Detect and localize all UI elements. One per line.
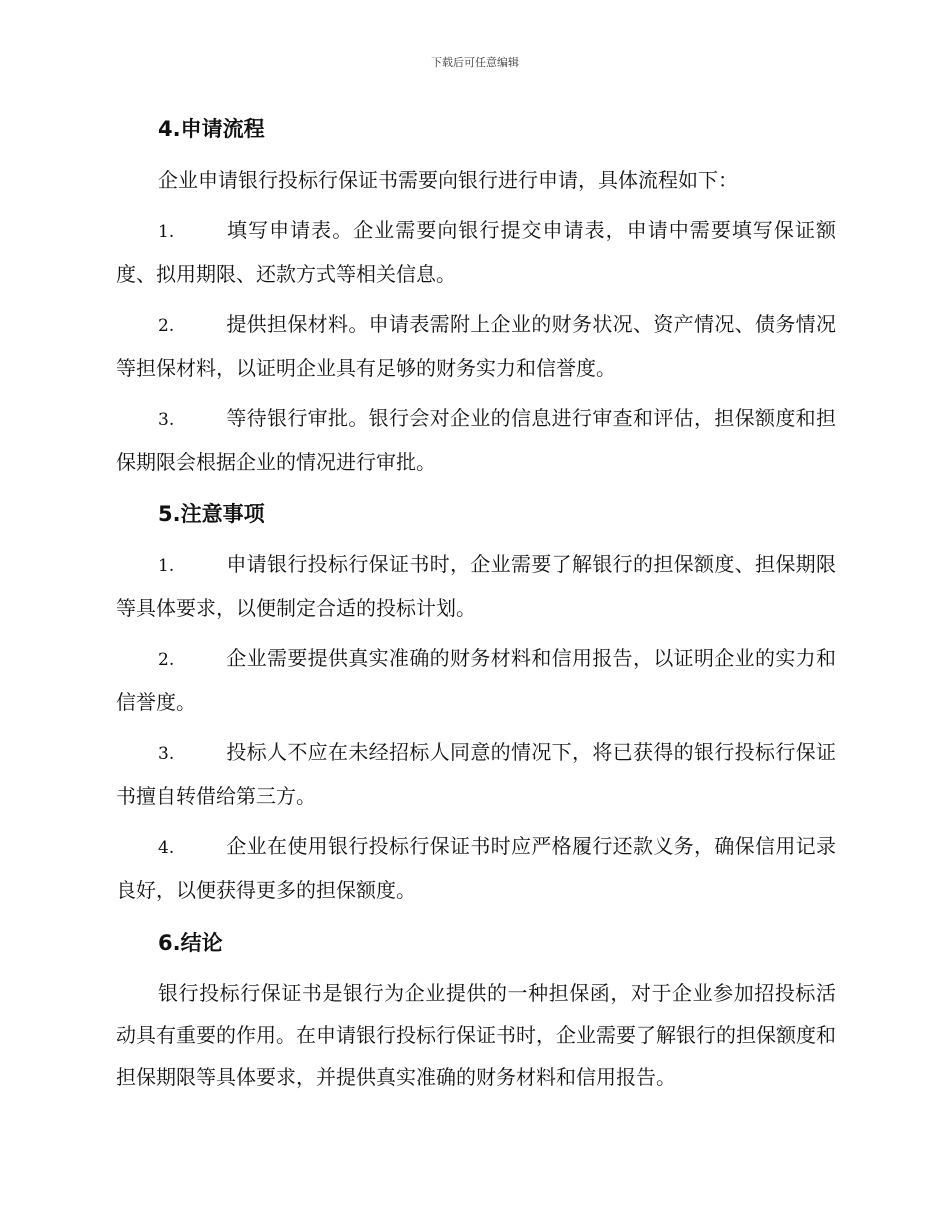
section-heading-6: 6.结论 bbox=[158, 931, 223, 955]
list-item-text: 填写申请表。企业需要向银行提交申请表，申请中需要填写保证额度、拟用期限、还款方式等相关信息。 bbox=[116, 218, 836, 286]
list-item bbox=[116, 825, 836, 911]
list-item-number: 3. bbox=[158, 410, 175, 430]
list-item-number: 3. bbox=[158, 744, 175, 764]
list-item-text: 等待银行审批。银行会对企业的信息进行审查和评估，担保额度和担保期限会根据企业的情况进行审批。 bbox=[116, 406, 836, 474]
list-item-number: 2. bbox=[158, 650, 175, 670]
list-item-number: 4. bbox=[158, 838, 175, 858]
list-item bbox=[116, 543, 836, 629]
list-item bbox=[116, 303, 836, 389]
list-item-text: 提供担保材料。申请表需附上企业的财务状况、资产情况、债务情况等担保材料，以证明企业具有足够的财务实力和信誉度。 bbox=[116, 312, 836, 380]
section-heading-5: 5.注意事项 bbox=[158, 502, 265, 526]
list-item bbox=[116, 397, 836, 483]
list-item-text: 企业在使用银行投标行保证书时应严格履行还款义务，确保信用记录良好，以便获得更多的担保额度。 bbox=[116, 834, 836, 902]
section-6-body: 银行投标行保证书是银行为企业提供的一种担保函，对于企业参加招投标活动具有重要的作用。在申请银行投标行保证书时，企业需要了解银行的担保额度和担保期限等具体要求，并提供真实准确的财务材料和信用报告。 bbox=[116, 981, 836, 1089]
list-item-text: 申请银行投标行保证书时，企业需要了解银行的担保额度、担保期限等具体要求，以便制定合适的投标计划。 bbox=[116, 552, 836, 620]
list-item-number: 1. bbox=[158, 556, 175, 576]
list-item-text: 投标人不应在未经招标人同意的情况下，将已获得的银行投标行保证书擅自转借给第三方。 bbox=[116, 740, 836, 808]
list-item-number: 2. bbox=[158, 316, 175, 336]
section-4-intro: 企业申请银行投标行保证书需要向银行进行申请，具体流程如下： bbox=[158, 168, 738, 192]
section-heading-4: 4.申请流程 bbox=[158, 117, 265, 141]
list-item-text: 企业需要提供真实准确的财务材料和信用报告，以证明企业的实力和信誉度。 bbox=[116, 646, 836, 714]
list-item bbox=[116, 731, 836, 817]
list-item bbox=[116, 637, 836, 723]
list-item bbox=[116, 209, 836, 295]
list-item-number: 1. bbox=[158, 222, 175, 242]
page-header-note: 下载后可任意编辑 bbox=[431, 56, 519, 69]
